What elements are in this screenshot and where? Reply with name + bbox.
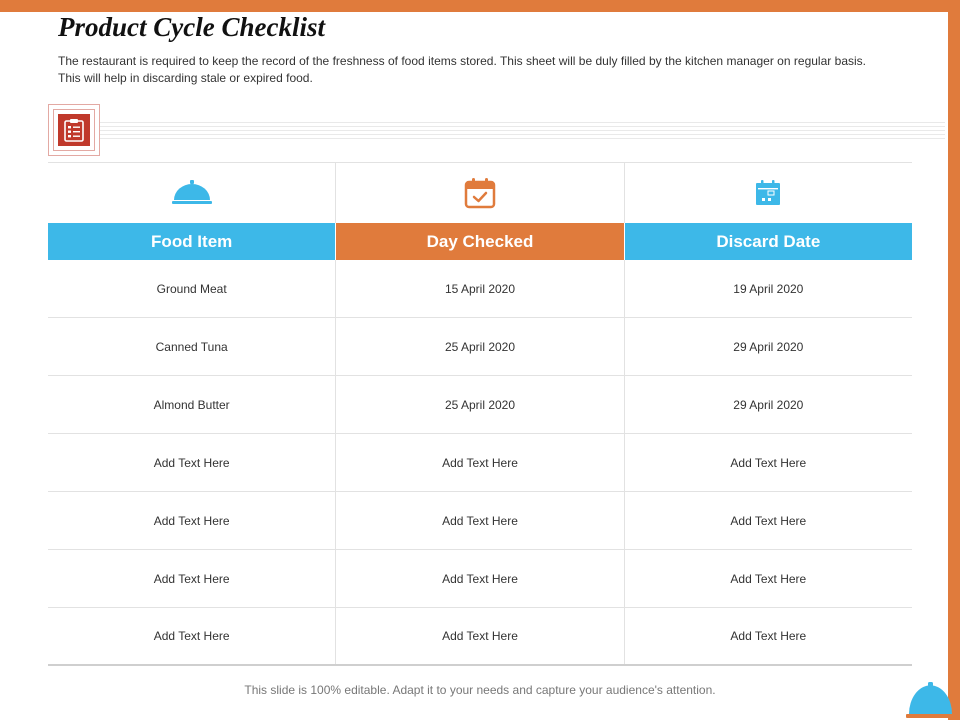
table-row [48,434,912,492]
frame-top-bar [0,0,960,12]
cell-day-checked: 15 April 2020 [336,260,624,317]
food-cloche-corner-icon [906,680,954,720]
footer-note: This slide is 100% editable. Adapt it to your needs and capture your audience's attention. [244,683,716,697]
decorative-lines [100,122,945,142]
clipboard-checklist-icon [64,118,84,142]
cell-food-item: Add Text Here [48,550,336,607]
cell-food-item: Ground Meat [48,260,336,317]
cell-discard-date: Add Text Here [730,513,807,528]
cell-discard-date: 19 April 2020 [733,281,804,296]
header-day-checked: Day Checked [335,223,624,260]
table-row [48,492,912,550]
cell-day-checked: 25 April 2020 [336,376,624,433]
cell-food-item: Canned Tuna [48,318,336,375]
cell-day-checked: Add Text Here [336,492,624,549]
cell-discard-date: 29 April 2020 [733,339,804,354]
cell-food-item: Add Text Here [48,492,336,549]
table-row [48,550,912,608]
cell-food-item: Add Text Here [48,608,336,664]
cell-discard-date: 29 April 2020 [733,397,804,412]
page-title: Product Cycle Checklist [58,12,325,42]
cell-discard-date: Add Text Here [730,571,807,586]
icon-row [48,162,912,223]
cell-day-checked: Add Text Here [336,434,624,491]
clipboard-badge [48,104,100,156]
cell-food-item: Almond Butter [48,376,336,433]
description: The restaurant is required to keep the record of the freshness of food items stored. This sheet will be duly filled by the kitchen manager on regular basis. This will help in discarding stale or expired food. [58,54,866,85]
food-cloche-icon [172,180,212,206]
calendar-icon [754,179,782,207]
table-row [48,608,912,666]
table-row [48,318,912,376]
cell-discard-date: Add Text Here [730,629,807,643]
cell-discard-date: Add Text Here [730,455,807,470]
frame-right-bar [948,0,960,720]
header-discard-date: Discard Date [625,223,912,260]
cell-day-checked: Add Text Here [336,608,624,664]
header-food-item: Food Item [48,223,335,260]
cell-day-checked: 25 April 2020 [336,318,624,375]
checklist-table [48,162,912,666]
table-row [48,376,912,434]
table-row [48,260,912,318]
cell-food-item: Add Text Here [48,434,336,491]
header-row [48,223,912,260]
cell-day-checked: Add Text Here [336,550,624,607]
calendar-check-icon [464,177,496,209]
